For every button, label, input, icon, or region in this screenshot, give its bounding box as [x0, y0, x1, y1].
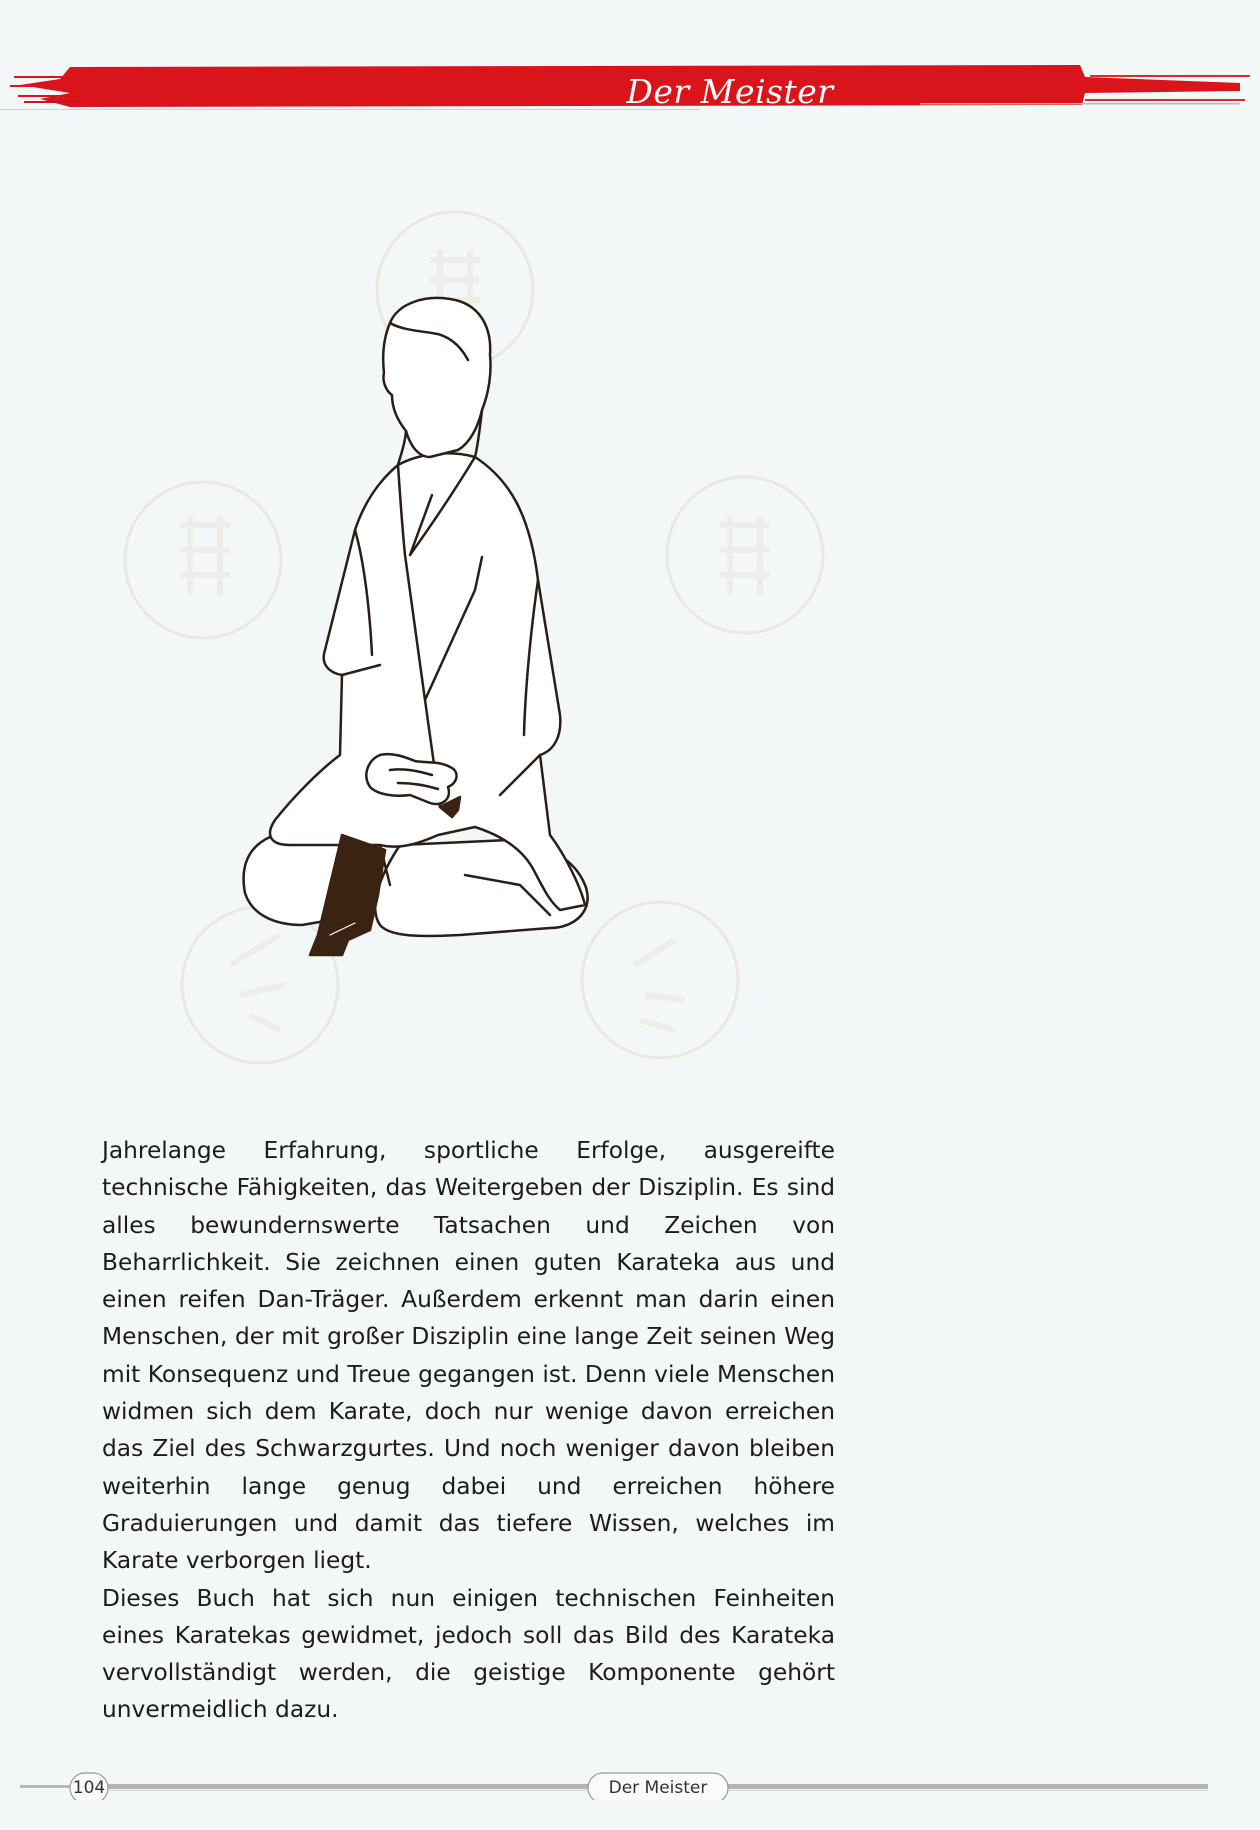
karateka-figure	[244, 298, 588, 955]
chapter-title: Der Meister	[626, 72, 834, 111]
footer-chapter-title: Der Meister	[608, 1778, 708, 1798]
head	[383, 298, 490, 457]
page-number: 104	[72, 1778, 106, 1798]
body-text	[102, 1132, 835, 1729]
gi-jacket	[270, 453, 585, 910]
paragraph-2: Dieses Buch hat sich nun einigen technischen Feinheiten eines Karatekas gewidmet, jedoch soll das Bild des Karateka vervollständigt werden, die geistige Komponente gehört unvermeidlich dazu.	[102, 1584, 835, 1724]
paragraph-1: Jahrelange Erfahrung, sportliche Erfolge, ausgereifte technische Fähigkeiten, das Weitergeben der Disziplin. Es sind alles bewundernswerte Tatsachen und Zeichen von Beharrlichkeit. Sie zeichnen einen guten Karateka aus und einen reifen Dan-Träger. Außerdem erkennt man darin einen Menschen, der mit großer Disziplin eine lange Zeit seinen Weg mit Konsequenz und Treue gegangen ist. Denn viele Menschen widmen sich dem Karate, doch nur wenige davon erreichen das Ziel des Schwarzgurtes. Und noch weniger davon bleiben weiterhin lange genug dabei und erreichen höhere Graduierungen und damit das tiefere Wissen, welches im Karate verborgen liegt.	[102, 1137, 835, 1575]
karateka-illustration	[80, 195, 880, 1095]
